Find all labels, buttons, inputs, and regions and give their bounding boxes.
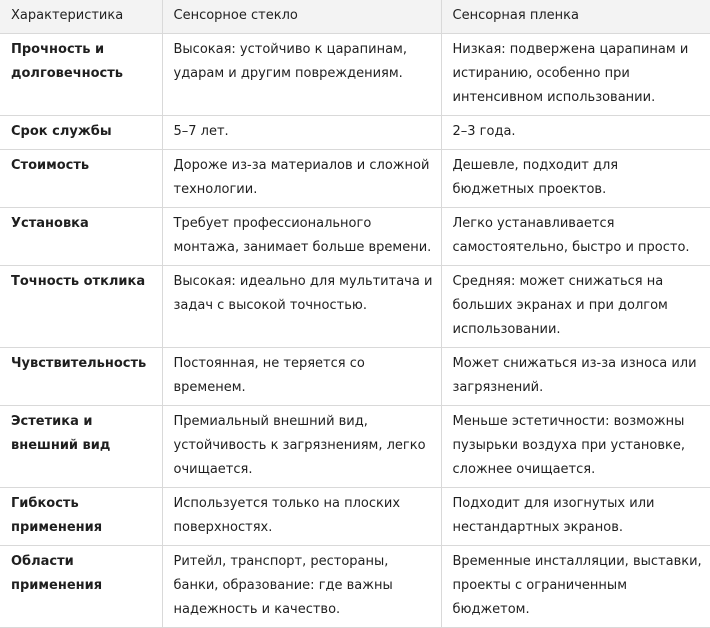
- row-film: Средняя: может снижаться на больших экранах и при долгом использовании.: [441, 266, 710, 348]
- table-row: [0, 34, 710, 116]
- row-film: Меньше эстетичности: возможны пузырьки воздуха при установке, сложнее очищается.: [441, 406, 710, 488]
- table-row: [0, 546, 710, 628]
- row-feature: Эстетика и внешний вид: [0, 406, 162, 488]
- row-film: Дешевле, подходит для бюджетных проектов.: [441, 150, 710, 208]
- row-glass: Премиальный внешний вид, устойчивость к загрязнениям, легко очищается.: [162, 406, 441, 488]
- row-film: 2–3 года.: [441, 116, 710, 150]
- row-film: Может снижаться из-за износа или загрязнений.: [441, 348, 710, 406]
- table-row: [0, 208, 710, 266]
- row-glass: Постоянная, не теряется со временем.: [162, 348, 441, 406]
- table-row: [0, 266, 710, 348]
- row-film: Легко устанавливается самостоятельно, быстро и просто.: [441, 208, 710, 266]
- row-glass: Используется только на плоских поверхностях.: [162, 488, 441, 546]
- row-film: Низкая: подвержена царапинам и истиранию, особенно при интенсивном использовании.: [441, 34, 710, 116]
- table-row: [0, 116, 710, 150]
- row-feature: Области применения: [0, 546, 162, 628]
- row-glass: Дороже из-за материалов и сложной технологии.: [162, 150, 441, 208]
- header-film: Сенсорная пленка: [441, 0, 710, 34]
- row-feature: Чувствительность: [0, 348, 162, 406]
- table-header-row: [0, 0, 710, 34]
- row-feature: Срок службы: [0, 116, 162, 150]
- row-feature: Стоимость: [0, 150, 162, 208]
- row-film: Подходит для изогнутых или нестандартных экранов.: [441, 488, 710, 546]
- table-row: [0, 150, 710, 208]
- header-feature: Характеристика: [0, 0, 162, 34]
- row-glass: Требует профессионального монтажа, занимает больше времени.: [162, 208, 441, 266]
- row-feature: Установка: [0, 208, 162, 266]
- table-row: [0, 488, 710, 546]
- table-row: [0, 406, 710, 488]
- row-feature: Точность отклика: [0, 266, 162, 348]
- row-glass: Высокая: устойчиво к царапинам, ударам и другим повреждениям.: [162, 34, 441, 116]
- row-glass: Высокая: идеально для мультитача и задач с высокой точностью.: [162, 266, 441, 348]
- table-row: [0, 348, 710, 406]
- row-feature: Прочность и долговечность: [0, 34, 162, 116]
- row-glass: 5–7 лет.: [162, 116, 441, 150]
- row-feature: Гибкость применения: [0, 488, 162, 546]
- row-film: Временные инсталляции, выставки, проекты с ограниченным бюджетом.: [441, 546, 710, 628]
- header-glass: Сенсорное стекло: [162, 0, 441, 34]
- row-glass: Ритейл, транспорт, рестораны, банки, образование: где важны надежность и качество.: [162, 546, 441, 628]
